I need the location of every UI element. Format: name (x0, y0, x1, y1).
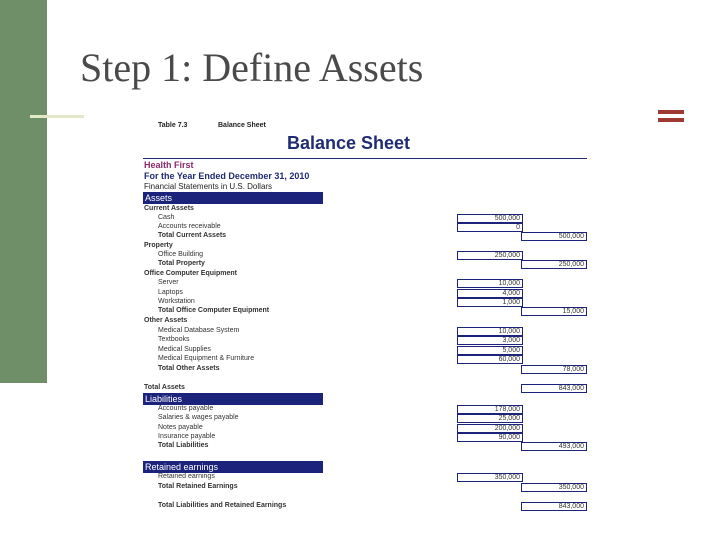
row-label: Medical Supplies (158, 346, 211, 353)
currency-note: Financial Statements in U.S. Dollars (144, 182, 273, 191)
row-label: Salaries & wages payable (158, 414, 239, 421)
line-item-amount: 250,000 (457, 251, 523, 260)
line-item-amount: 5,000 (457, 346, 523, 355)
row-label: Office Building (158, 251, 204, 258)
row-label: Total Assets (144, 384, 185, 391)
line-item-amount: 1,000 (457, 298, 523, 307)
line-item-amount: 200,000 (457, 424, 523, 433)
line-item-amount: 25,000 (457, 414, 523, 423)
line-item-amount: 10,000 (457, 279, 523, 288)
section-band-liabilities: Liabilities (143, 393, 323, 405)
row-label: Medical Database System (158, 327, 240, 334)
row-label: Accounts payable (158, 405, 214, 412)
row-label: Total Current Assets (158, 232, 227, 239)
balance-sheet-title: Balance Sheet (287, 133, 411, 153)
total-amount: 500,000 (521, 232, 587, 241)
row-label: Office Computer Equipment (144, 270, 237, 277)
row-label: Workstation (158, 298, 195, 305)
line-item-amount: 60,000 (457, 355, 523, 364)
row-label: Medical Equipment & Furniture (158, 355, 255, 362)
menu-lines-icon (658, 110, 684, 126)
row-label: Other Assets (144, 317, 188, 324)
table-number: Table 7.3 (158, 122, 188, 129)
line-item-amount: 178,000 (457, 405, 523, 414)
total-amount: 350,000 (521, 483, 587, 492)
row-label: Total Retained Earnings (158, 483, 238, 490)
row-label: Textbooks (158, 336, 190, 343)
row-label: Total Liabilities (158, 442, 209, 449)
line-item-amount: 0 (457, 223, 523, 232)
row-label: Notes payable (158, 424, 203, 431)
total-amount: 250,000 (521, 260, 587, 269)
row-label: Total Office Computer Equipment (158, 307, 270, 314)
total-amount: 15,000 (521, 307, 587, 316)
total-amount: 843,000 (521, 384, 587, 393)
line-item-amount: 4,000 (457, 289, 523, 298)
row-label: Laptops (158, 289, 183, 296)
total-amount: 493,000 (521, 442, 587, 451)
row-label: Property (144, 242, 173, 249)
line-item-amount: 90,000 (457, 433, 523, 442)
title-rule (143, 158, 587, 159)
line-item-amount: 3,000 (457, 336, 523, 345)
left-accent-bar (0, 0, 47, 383)
section-band-assets: Assets (143, 192, 323, 204)
row-label: Cash (158, 214, 175, 221)
row-label: Total Property (158, 260, 205, 267)
row-label: Current Assets (144, 205, 194, 212)
row-label: Total Other Assets (158, 365, 220, 372)
slide-title: Step 1: Define Assets (80, 45, 424, 90)
line-item-amount: 500,000 (457, 214, 523, 223)
period-label: For the Year Ended December 31, 2010 (144, 171, 310, 181)
title-accent-line (30, 115, 84, 118)
row-label: Retained earnings (158, 473, 215, 480)
row-label: Insurance payable (158, 433, 216, 440)
table-label: Balance Sheet (218, 122, 266, 129)
row-label: Accounts receivable (158, 223, 221, 230)
row-label: Total Liabilities and Retained Earnings (158, 502, 287, 509)
total-amount: 78,000 (521, 365, 587, 374)
line-item-amount: 350,000 (457, 473, 523, 482)
total-amount: 843,000 (521, 502, 587, 511)
section-band-retained-earnings: Retained earnings (143, 461, 323, 473)
line-item-amount: 10,000 (457, 327, 523, 336)
company-name: Health First (144, 160, 194, 170)
row-label: Server (158, 279, 179, 286)
